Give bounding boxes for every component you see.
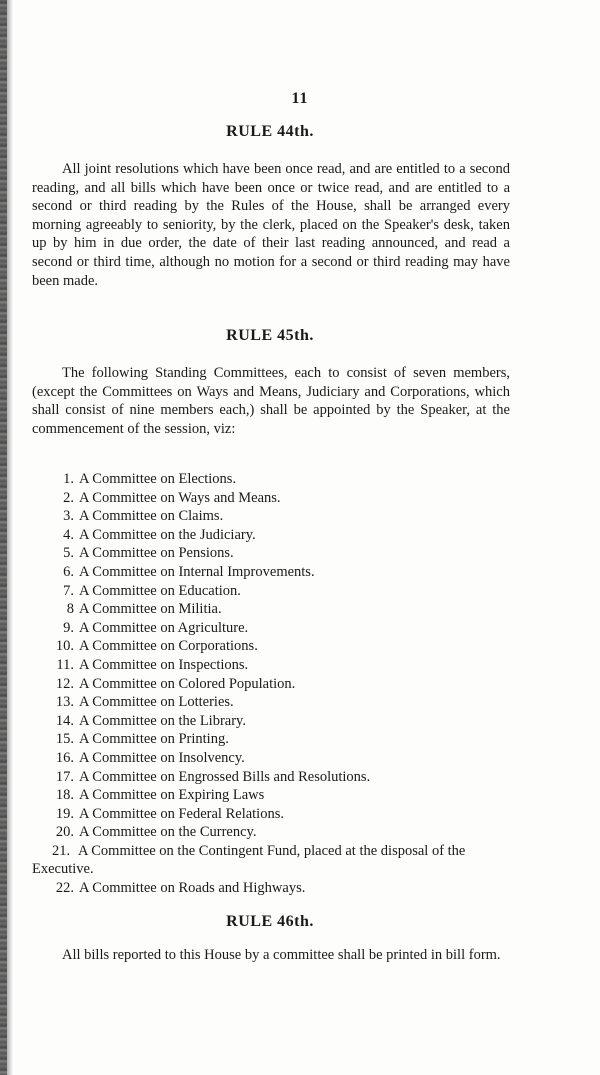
committee-item <box>32 823 510 842</box>
committee-name: A Committee on Pensions. <box>79 545 234 562</box>
committee-item <box>32 730 510 749</box>
committee-number: 20. <box>55 824 74 841</box>
committee-item <box>32 786 510 805</box>
committee-number: 22. <box>55 880 74 897</box>
committee-number: 17. <box>55 768 74 785</box>
committee-item <box>32 582 510 601</box>
committee-name: A Committee on the Currency. <box>79 824 257 841</box>
committee-item <box>32 563 510 582</box>
committee-item <box>32 489 510 508</box>
committee-name: A Committee on Corporations. <box>79 638 258 655</box>
committee-name: A Committee on the Judiciary. <box>79 526 256 543</box>
committee-number: 10. <box>55 638 74 655</box>
rule-44-text: All joint resolutions which have been once read, and are entitled to a second reading, and all bills which have been once or twice read, and are entitled to a second or third reading by the Rules of the House, shall be arranged every morning agreeably to seniority, by the clerk, placed on the Speaker's desk, taken up by him in due order, the date of their last reading announced, and read a second or third time, although no motion for a second or third reading may have been made. <box>32 161 510 289</box>
committee-number: 3. <box>63 508 74 525</box>
committee-number: 4. <box>63 526 74 543</box>
committee-item <box>32 842 510 879</box>
committee-name: A Committee on Printing. <box>79 731 229 748</box>
committee-item <box>32 600 510 619</box>
committee-item <box>32 768 510 787</box>
committee-number: 16. <box>55 749 74 766</box>
rule-46-text: All bills reported to this House by a committee shall be printed in bill form. <box>62 947 501 963</box>
committee-name: A Committee on Insolvency. <box>79 749 245 766</box>
committee-item <box>32 712 510 731</box>
committee-number: 5. <box>63 545 74 562</box>
committee-number: 7. <box>63 582 74 599</box>
standing-committees-list <box>32 470 510 898</box>
page-number: 11 <box>291 90 309 107</box>
committee-number: 2. <box>63 489 74 506</box>
committee-item <box>32 693 510 712</box>
committee-item <box>32 619 510 638</box>
committee-item <box>32 507 510 526</box>
committee-number: 18. <box>55 787 74 804</box>
committee-name: A Committee on Elections. <box>79 471 237 487</box>
committee-name: A Committee on Agriculture. <box>79 619 249 636</box>
committee-item <box>32 749 510 768</box>
committee-name: A Committee on Colored Population. <box>79 675 296 692</box>
committee-name: A Committee on Ways and Means. <box>79 489 281 506</box>
committee-name: A Committee on Engrossed Bills and Resolutions. <box>79 768 371 785</box>
committee-item <box>32 544 510 563</box>
committee-name: A Committee on Claims. <box>79 508 224 525</box>
committee-number: 14. <box>55 712 74 729</box>
committee-number: 8 <box>66 601 74 618</box>
committee-number: 21. <box>52 842 71 859</box>
rule-46-heading: RULE 46th. <box>226 913 314 930</box>
committee-number: 11. <box>56 656 74 673</box>
rule-45-heading: RULE 45th. <box>226 327 314 344</box>
committee-item <box>32 637 510 656</box>
rule-45-text: The following Standing Committees, each to consist of seven members, (except the Committees on Ways and Means, Judiciary and Corporations, which shall consist of nine members each,) shall be appointed by the Speaker, at the commencement of the session, viz: <box>32 365 510 437</box>
committee-name: A Committee on the Library. <box>79 712 246 729</box>
committee-name: A Committee on Internal Improvements. <box>79 563 315 580</box>
committee-name: A Committee on Expiring Laws <box>79 787 265 804</box>
committee-name: A Committee on Education. <box>79 582 241 599</box>
committee-item <box>32 526 510 545</box>
committee-number: 9. <box>63 619 74 636</box>
committee-item <box>32 470 510 489</box>
committee-number: 15. <box>55 731 74 748</box>
committee-item <box>32 879 510 898</box>
committee-name: A Committee on Militia. <box>79 601 222 618</box>
committee-item <box>32 805 510 824</box>
committee-item <box>32 675 510 694</box>
committee-number: 6. <box>63 563 74 580</box>
committee-name: A Committee on Inspections. <box>79 656 249 673</box>
committee-name: A Committee on Lotteries. <box>79 694 234 711</box>
committee-number: 13. <box>55 694 74 711</box>
committee-name: A Committee on the Contingent Fund, placed at the disposal of the Executive. <box>32 842 466 878</box>
committee-name: A Committee on Roads and Highways. <box>79 880 306 897</box>
committee-number: 1. <box>63 471 74 487</box>
committee-number: 19. <box>55 805 74 822</box>
committee-item <box>32 656 510 675</box>
committee-name: A Committee on Federal Relations. <box>79 805 284 822</box>
committee-number: 12. <box>55 675 74 692</box>
rule-44-heading: RULE 44th. <box>226 123 314 140</box>
